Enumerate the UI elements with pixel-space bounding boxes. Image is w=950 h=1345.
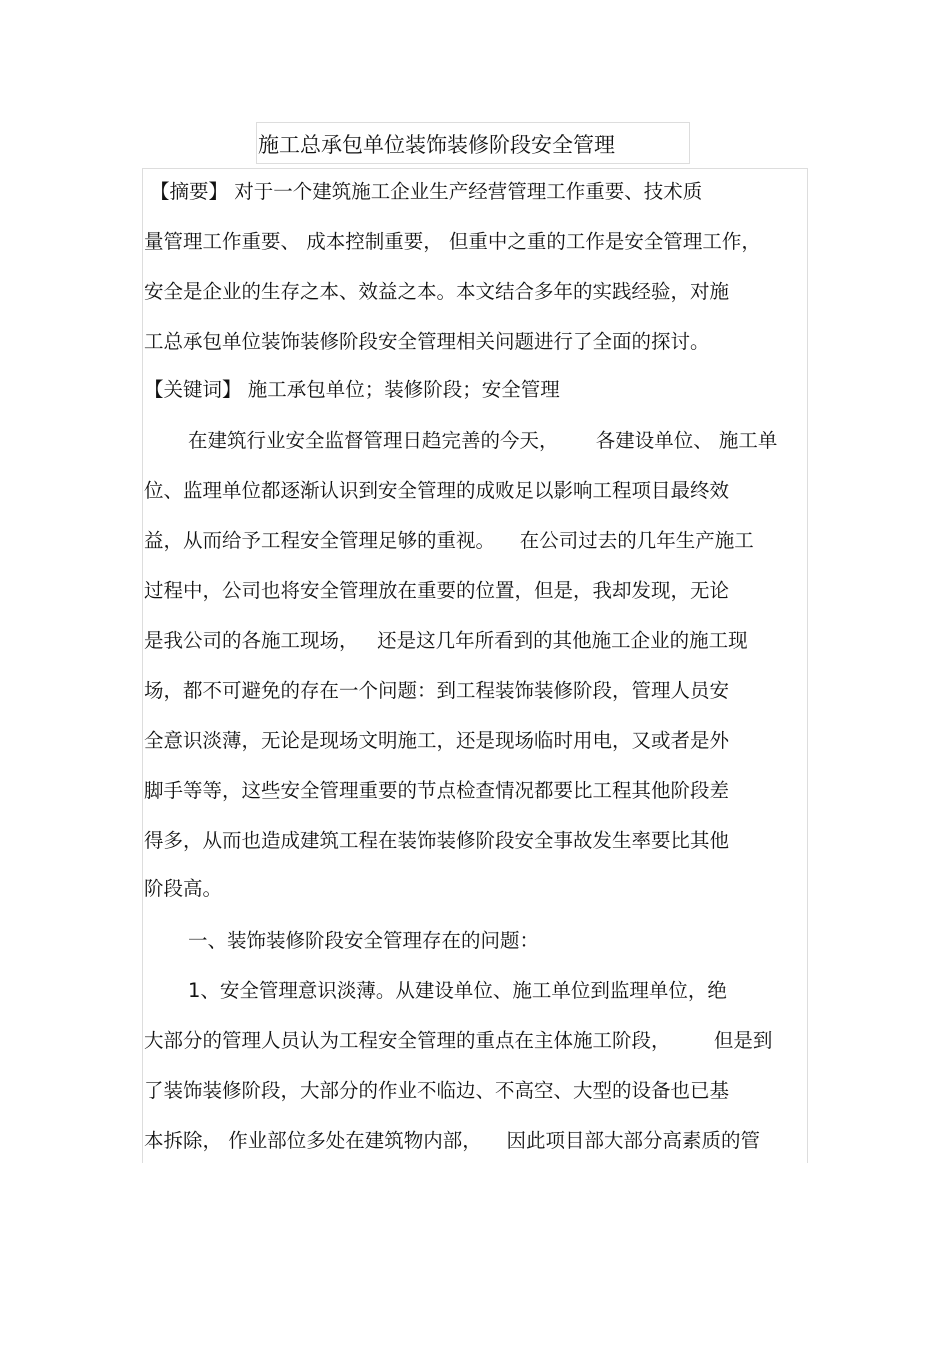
paragraph-2-line-3: 了装饰装修阶段，大部分的作业不临边、不高空、大型的设备也已基 bbox=[144, 1079, 730, 1102]
abstract-line-4: 工总承包单位装饰装修阶段安全管理相关问题进行了全面的探讨。 bbox=[144, 330, 710, 353]
paragraph-1-line-9: 得多，从而也造成建筑工程在装饰装修阶段安全事故发生率要比其他 bbox=[144, 829, 730, 852]
paragraph-2-line-1: 1、安全管理意识淡薄。从建设单位、施工单位到监理单位，绝 bbox=[188, 979, 727, 1002]
paragraph-1-line-1: 在建筑行业安全监督管理日趋完善的今天， 各建设单位、 施工单 bbox=[188, 429, 778, 452]
abstract-line-2: 量管理工作重要、 成本控制重要， 但重中之重的工作是安全管理工作， bbox=[144, 230, 761, 253]
paragraph-1-line-6: 场，都不可避免的存在一个问题：到工程装饰装修阶段，管理人员安 bbox=[144, 679, 730, 702]
keywords-line: 【关键词】 施工承包单位；装修阶段；安全管理 bbox=[144, 378, 560, 401]
abstract-line-3: 安全是企业的生存之本、效益之本。本文结合多年的实践经验，对施 bbox=[144, 280, 730, 303]
section-heading-1: 一、装饰装修阶段安全管理存在的问题： bbox=[188, 929, 540, 952]
paragraph-1-line-8: 脚手等等，这些安全管理重要的节点检查情况都要比工程其他阶段差 bbox=[144, 779, 730, 802]
paragraph-1-line-5: 是我公司的各施工现场， 还是这几年所看到的其他施工企业的施工现 bbox=[144, 629, 748, 652]
paragraph-1-line-10: 阶段高。 bbox=[144, 877, 223, 900]
paragraph-2-line-2: 大部分的管理人员认为工程安全管理的重点在主体施工阶段， 但是到 bbox=[144, 1029, 773, 1052]
abstract-line-1: 【摘要】 对于一个建筑施工企业生产经营管理工作重要、技术质 bbox=[150, 180, 703, 203]
document-title: 施工总承包单位装饰装修阶段安全管理 bbox=[258, 133, 615, 157]
body-frame bbox=[142, 168, 808, 1163]
paragraph-1-line-3: 益，从而给予工程安全管理足够的重视。 在公司过去的几年生产施工 bbox=[144, 529, 754, 552]
paragraph-1-line-2: 位、监理单位都逐渐认识到安全管理的成败足以影响工程项目最终效 bbox=[144, 479, 730, 502]
paragraph-2-line-4: 本拆除， 作业部位多处在建筑物内部， 因此项目部大部分高素质的管 bbox=[144, 1129, 760, 1152]
paragraph-1-line-7: 全意识淡薄，无论是现场文明施工，还是现场临时用电，又或者是外 bbox=[144, 729, 730, 752]
paragraph-1-line-4: 过程中，公司也将安全管理放在重要的位置，但是，我却发现，无论 bbox=[144, 579, 730, 602]
